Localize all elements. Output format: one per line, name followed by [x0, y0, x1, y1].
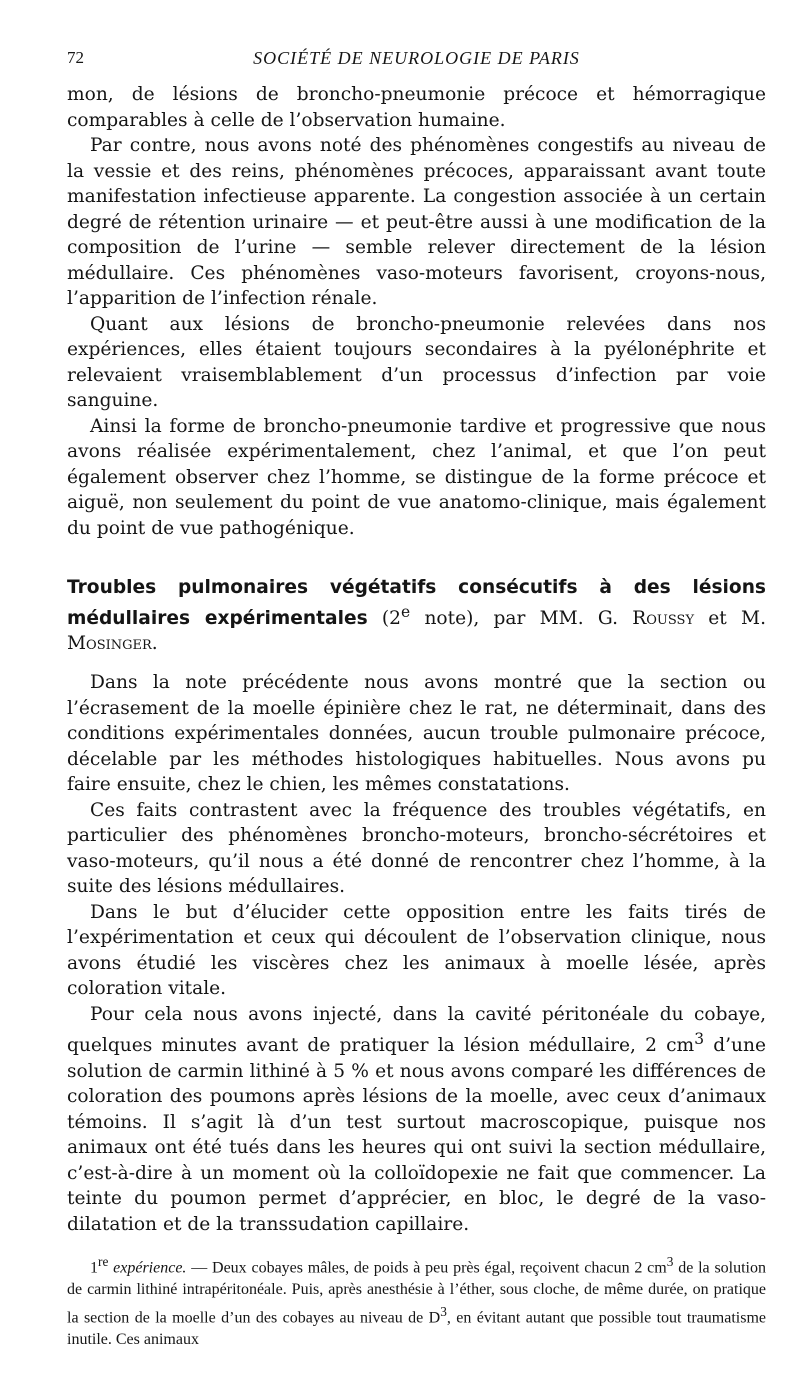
footnote-text-1: — Deux cobayes mâles, de poids à peu près égal, reçoivent chacun 2 cm [186, 1259, 667, 1277]
footnote-experience [67, 1251, 766, 1350]
note-open: (2 [367, 608, 401, 630]
paragraph-conclusion: Ainsi la forme de broncho-pneumonie tardive et progressive que nous avons réalisée expérimentalement, chez l’animal, et que l’on peut également observer chez l’homme, se distingue de la forme précoce et aiguë, non seulement du point de vue anatomo-clinique, mais également du point de vue pathogénique. [67, 415, 766, 539]
note-close: note), par MM. [410, 608, 598, 630]
footnote-text-3: , en évitant autant que possible tout traumatisme inutile. Ces animaux [67, 1309, 766, 1348]
footnote-number: 1 [90, 1259, 98, 1277]
note-superscript: e [401, 603, 411, 621]
author-mosinger: M. Mosinger [67, 608, 766, 655]
paragraph-continuation: mon, de lésions de broncho-pneumonie précoce et hémorragique comparables à celle de l’observation humaine. [67, 84, 766, 131]
section-gap [67, 541, 766, 575]
paragraph-congestion: Par contre, nous avons noté des phénomènes congestifs au niveau de la vessie et des reins, phénomènes précoces, apparaissant avant toute manifestation infectieuse apparente. La congestion associée à un certain degré de rétention urinaire — et peut-être aussi à une modification de la composition de l’urine — semble relever directement de la lésion médullaire. Ces phénomènes vaso-moteurs favorisent, croyons-nous, l’apparition de l’infection rénale. [67, 135, 766, 309]
page-header [67, 48, 766, 82]
injection-text-1: Pour cela nous avons injecté, dans la cavité péritonéale du cobaye, quelques minutes avant de pratiquer la lésion médullaire, 2 cm [67, 1003, 766, 1057]
article-title: Troubles pulmonaires végétatifs consécutifs à des lésions médullaires expérimentales [67, 577, 766, 630]
footnote-sup-1: 3 [666, 1254, 674, 1270]
page-number: 72 [67, 48, 84, 67]
footnote-text-2: de la solution de carmin lithiné intrapéritonéale. Puis, après anesthésie à l’éther, sous cloche, de même durée, on pratique la section de la moelle d’un des cobayes au niveau de D [67, 1259, 767, 1327]
injection-text-2: d’une solution de carmin lithiné à 5 % et nous avons comparé les différences de coloration des poumons après lésions de la moelle, avec ceux d’animaux témoins. Il s’agit là d’un test surtout macroscopique, puisque nos animaux ont été tués dans les heures qui ont suivi la section médullaire, c’est-à-dire à un moment où la colloïdopexie ne fait que commencer. La teinte du poumon permet d’apprécier, en bloc, le degré de la vaso-dilatation et de la transsudation capillaire. [67, 1035, 766, 1235]
paragraph-contrast: Ces faits contrastent avec la fréquence des troubles végétatifs, en particulier des phénomènes broncho-moteurs, broncho-sécrétoires et vaso-moteurs, qu’il nous a été donné de rencontrer chez l’homme, à la suite des lésions médullaires. [67, 799, 766, 898]
paragraph-purpose: Dans le but d’élucider cette opposition entre les faits tirés de l’expérimentation et ceux qui découlent de l’observation clinique, nous avons étudié les viscères chez les animaux à moelle lésée, après coloration vitale. [67, 901, 766, 1000]
author-roussy: G. Roussy [597, 608, 695, 630]
author-connector: et [694, 608, 742, 630]
injection-superscript: 3 [694, 1030, 705, 1049]
footnote-sup-2: 3 [440, 1303, 447, 1319]
heading-end: . [151, 633, 158, 655]
paragraph-injection [67, 1002, 766, 1238]
running-title: SOCIÉTÉ DE NEUROLOGIE DE PARIS [253, 48, 580, 68]
footnote-number-sup: re [98, 1254, 109, 1270]
paragraph-previous-note: Dans la note précédente nous avons montré que la section ou l’écrasement de la moelle épinière chez le rat, ne déterminait, dans des conditions expérimentales données, aucun trouble pulmonaire précoce, décelable par les méthodes histologiques habituelles. Nous avons pu faire ensuite, chez le chien, les mêmes constatations. [67, 672, 766, 796]
footnote-label: expérience. [108, 1259, 187, 1277]
paragraph-broncho-pneumonia: Quant aux lésions de broncho-pneumonie relevées dans nos expériences, elles étaient toujours secondaires à la pyélonéphrite et relevaient vraisemblablement d’un processus d’infection par voie sanguine. [67, 313, 766, 411]
article-heading [67, 575, 766, 656]
